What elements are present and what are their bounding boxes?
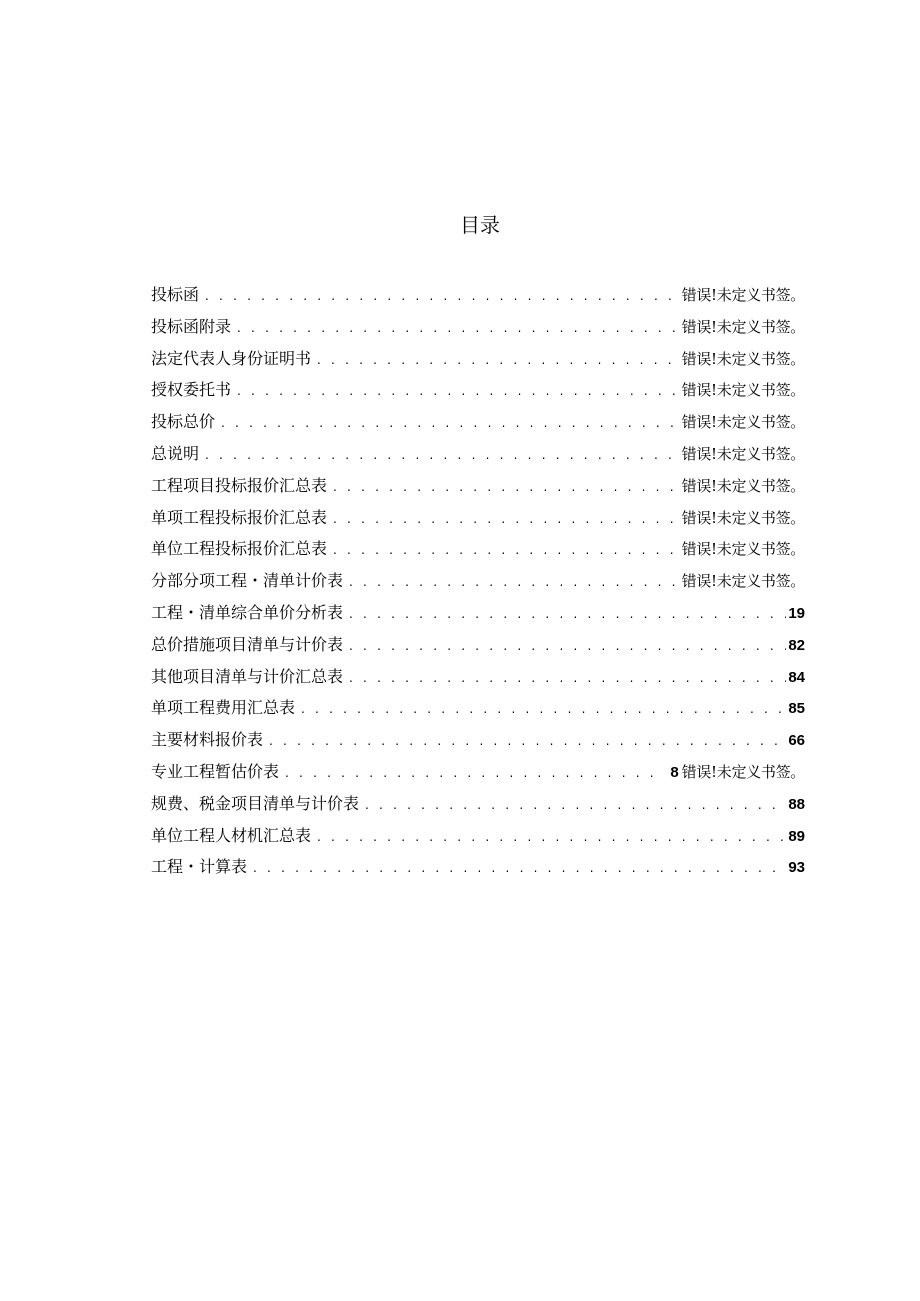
toc-entry-error: 错误!未定义书签。 (681, 349, 805, 368)
dot-leader (269, 726, 786, 756)
dot-leader (333, 535, 676, 565)
toc-entry-error: 错误!未定义书签。 (681, 572, 805, 591)
toc-entry[interactable] (151, 502, 805, 534)
toc-entry-error: 错误!未定义书签。 (681, 476, 805, 495)
dot-leader (237, 313, 676, 343)
dot-leader (349, 599, 786, 629)
toc-entry-title: 投标总价 (151, 412, 216, 432)
toc-entry-title: 总价措施项目清单与计价表 (151, 634, 344, 654)
toc-entry-page-number: 19 (788, 604, 805, 622)
toc-entry-error: 错误!未定义书签。 (681, 317, 805, 336)
toc-entry[interactable] (151, 756, 805, 788)
dot-leader (253, 853, 786, 883)
toc-entry-error: 错误!未定义书签。 (681, 413, 805, 432)
dot-leader (205, 440, 676, 470)
toc-entry-title: 法定代表人身份证明书 (151, 348, 312, 368)
toc-entry-title: 分部分项工程・清单计价表 (151, 571, 344, 591)
toc-entry-title: 规费、税金项目清单与计价表 (151, 793, 360, 813)
toc-entry[interactable] (151, 661, 805, 693)
toc-entry-title: 单位工程人材机汇总表 (151, 825, 312, 845)
toc-entry-title: 单位工程投标报价汇总表 (151, 539, 328, 559)
toc-entry-error: 错误!未定义书签。 (681, 762, 805, 781)
toc-entry-title: 投标函 (151, 285, 200, 304)
toc-entry-error: 错误!未定义书签。 (681, 508, 805, 527)
toc-list (151, 279, 805, 883)
toc-entry-title: 主要材料报价表 (151, 730, 264, 750)
toc-entry[interactable] (151, 788, 805, 820)
toc-entry-page-number: 66 (788, 732, 805, 750)
toc-entry[interactable] (151, 851, 805, 883)
dot-leader (365, 790, 786, 820)
toc-entry[interactable] (151, 406, 805, 438)
toc-entry[interactable] (151, 597, 805, 629)
toc-entry-title: 工程・清单综合单价分析表 (151, 602, 344, 622)
dot-leader (349, 567, 676, 597)
toc-entry-error: 错误!未定义书签。 (681, 444, 805, 463)
dot-leader (285, 758, 664, 788)
toc-entry[interactable] (151, 343, 805, 375)
toc-entry[interactable] (151, 438, 805, 470)
toc-entry-error: 错误!未定义书签。 (681, 286, 805, 304)
toc-entry[interactable] (151, 470, 805, 502)
toc-entry-title: 投标函附录 (151, 316, 232, 336)
toc-entry-page-number: 93 (788, 859, 805, 877)
toc-entry[interactable] (151, 724, 805, 756)
toc-entry-page-number: 89 (788, 827, 805, 845)
toc-entry[interactable] (151, 311, 805, 343)
dot-leader (317, 345, 676, 375)
toc-entry[interactable] (151, 565, 805, 597)
toc-entry-title: 工程・计算表 (151, 857, 248, 877)
toc-entry[interactable] (151, 533, 805, 565)
toc-entry-title: 专业工程暂估价表 (151, 761, 280, 781)
dot-leader (317, 822, 786, 852)
toc-entry[interactable] (151, 629, 805, 661)
toc-entry-page-number: 82 (788, 636, 805, 654)
toc-entry-page-number: 8 (670, 763, 679, 781)
toc-entry-page-number: 84 (788, 668, 805, 686)
dot-leader (205, 281, 676, 311)
toc-entry[interactable] (151, 279, 805, 311)
toc-entry[interactable] (151, 692, 805, 724)
dot-leader (237, 376, 676, 406)
toc-entry-title: 授权委托书 (151, 380, 232, 400)
toc-entry-error: 错误!未定义书签。 (681, 540, 805, 559)
toc-entry[interactable] (151, 374, 805, 406)
toc-title: 目录 (460, 213, 500, 237)
toc-entry-title: 其他项目清单与计价汇总表 (151, 666, 344, 686)
toc-entry-title: 工程项目投标报价汇总表 (151, 475, 328, 495)
toc-entry-title: 单项工程费用汇总表 (151, 698, 296, 718)
toc-entry-error: 错误!未定义书签。 (681, 381, 805, 400)
toc-entry-title: 单项工程投标报价汇总表 (151, 507, 328, 527)
toc-entry[interactable] (151, 820, 805, 852)
toc-entry-title: 总说明 (151, 443, 200, 463)
toc-entry-page-number: 85 (788, 700, 805, 718)
dot-leader (333, 472, 676, 502)
dot-leader (349, 631, 786, 661)
toc-entry-page-number: 88 (788, 795, 805, 813)
dot-leader (349, 663, 786, 693)
dot-leader (333, 504, 676, 534)
dot-leader (301, 694, 786, 724)
dot-leader (221, 408, 676, 438)
